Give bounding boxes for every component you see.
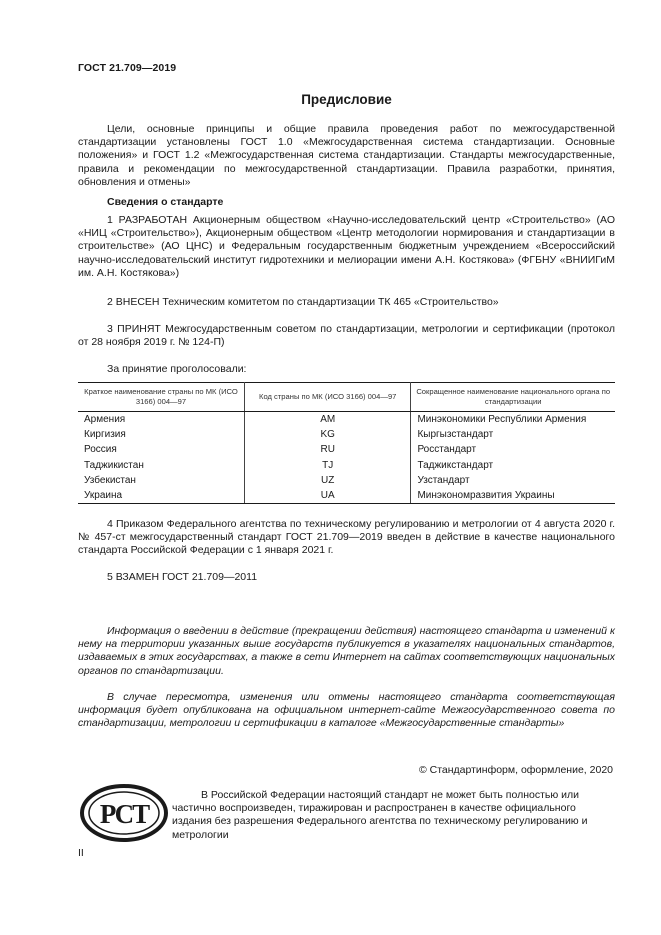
reproduction-notice: [172, 789, 615, 842]
cell-country: Таджикистан: [78, 458, 244, 473]
cell-country: Россия: [78, 442, 244, 457]
cell-code: AM: [244, 412, 410, 428]
intro-paragraph: Цели, основные принципы и общие правила проведения работ по межгосударственной стандартизации установлены ГОСТ 1.0 «Межгосударственная система стандартизации. Основные положения» и ГОСТ 1.2 «Межгосударственная система стандартизации. Стандарты межгосударственные, правила и рекомендации по межгосударственной стандартизации. Правила разработки, принятия, обновления и отмены»: [78, 123, 615, 188]
column-header-body: Сокращенное наименование национального органа по стандартизации: [411, 383, 615, 412]
voting-table: [78, 382, 615, 504]
cell-code: TJ: [244, 458, 410, 473]
rst-logo-icon: [78, 782, 170, 844]
cell-country: Украина: [78, 488, 244, 504]
notice-revision: В случае пересмотра, изменения или отмены настоящего стандарта соответствующая информация будет опубликована на официальном интернет-сайте Межгосударственного совета по стандартизации, метрологии и сертификации в каталоге «Межгосударственные стандарты»: [78, 691, 615, 730]
copyright-line: © Стандартинформ, оформление, 2020: [418, 764, 613, 776]
cell-country: Киргизия: [78, 427, 244, 442]
item-order: 4 Приказом Федерального агентства по техническому регулированию и метрологии от 4 августа 2020 г. № 457-ст межгосударственный стандарт ГОСТ 21.709—2019 введен в действие в качестве национального стандарта Российской Федерации с 1 января 2021 г.: [78, 518, 615, 557]
svg-text:РСТ: РСТ: [99, 799, 149, 829]
cell-body: Росстандарт: [411, 442, 615, 457]
table-row: [78, 412, 615, 428]
cell-body: Таджикстандарт: [411, 458, 615, 473]
column-header-country: Краткое наименование страны по МК (ИСО 3166) 004—97: [78, 383, 244, 412]
item-developed: 1 РАЗРАБОТАН Акционерным обществом «Научно-исследовательский центр «Строительство» (АО «НИЦ «Строительство»), Акционерным обществом «Центр методологии нормирования и стандартизации в строительстве» (АО ЦНС) и Федеральным государственным бюджетным учреждением «Всероссийский научно-исследовательский институт гидротехники и мелиорации имени А.Н. Костякова» (ФГБНУ «ВНИИГиМ им. А.Н. Костякова»): [78, 214, 615, 279]
info-heading: Сведения о стандарте: [107, 196, 224, 208]
cell-code: KG: [244, 427, 410, 442]
cell-body: Минэкономики Республики Армения: [411, 412, 615, 428]
standard-code: ГОСТ 21.709—2019: [78, 62, 177, 74]
item-replaces: 5 ВЗАМЕН ГОСТ 21.709—2011: [107, 571, 258, 583]
table-row: [78, 427, 615, 442]
page-number: II: [78, 847, 84, 859]
cell-body: Узстандарт: [411, 473, 615, 488]
column-header-code: Код страны по МК (ИСО 3166) 004—97: [244, 383, 410, 412]
page-title: Предисловие: [301, 92, 392, 107]
cell-code: UA: [244, 488, 410, 504]
reproduction-notice-text: В Российской Федерации настоящий стандарт не может быть полностью или частично воспроизведен, тиражирован и распространен в качестве официального издания без разрешения Федерального агентства по техническому регулированию и метрологии: [172, 789, 588, 841]
table-header-row: [78, 383, 615, 412]
item-introduced: 2 ВНЕСЕН Техническим комитетом по стандартизации ТК 465 «Строительство»: [107, 296, 499, 308]
table-row: [78, 488, 615, 504]
cell-body: Кыргызстандарт: [411, 427, 615, 442]
notice-info: Информация о введении в действие (прекращении действия) настоящего стандарта и изменений к нему на территории указанных выше государств публикуется в указателях национальных стандартов, издаваемых в этих государствах, а также в сети Интернет на сайтах соответствующих национальных органов по стандартизации.: [78, 625, 615, 677]
table-row: [78, 473, 615, 488]
table-row: [78, 442, 615, 457]
item-adopted: 3 ПРИНЯТ Межгосударственным советом по стандартизации, метрологии и сертификации (протокол от 28 ноября 2019 г. № 124-П): [78, 323, 615, 349]
voted-label: За принятие проголосовали:: [107, 363, 247, 375]
cell-country: Армения: [78, 412, 244, 428]
table-row: [78, 458, 615, 473]
cell-code: UZ: [244, 473, 410, 488]
cell-code: RU: [244, 442, 410, 457]
cell-body: Минэкономразвития Украины: [411, 488, 615, 504]
cell-country: Узбекистан: [78, 473, 244, 488]
